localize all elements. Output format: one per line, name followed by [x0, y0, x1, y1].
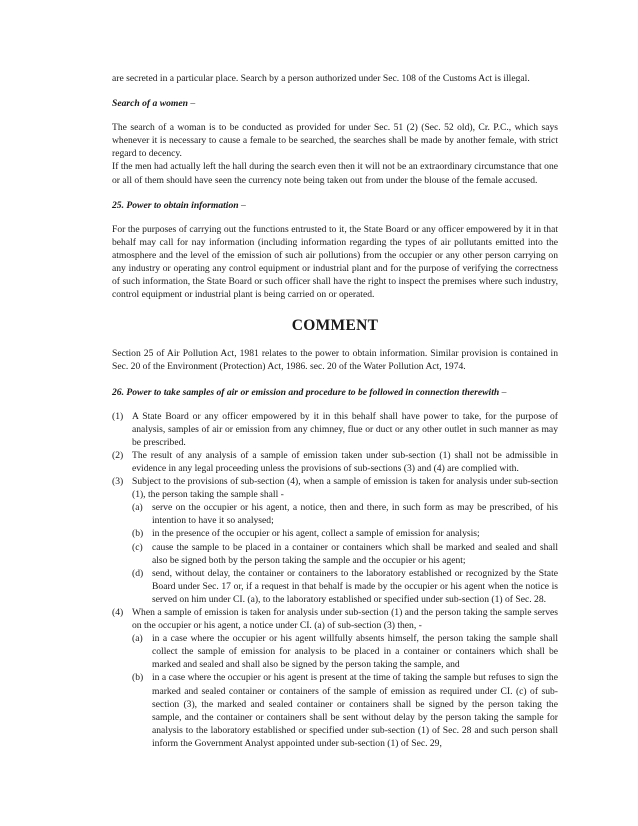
- sub-item-label: (b): [132, 672, 144, 684]
- section-25-heading: [112, 199, 558, 212]
- comment-title: COMMENT: [291, 317, 379, 335]
- item-number: (2): [112, 449, 124, 461]
- sub-item-text: send, without delay, the container or containers to the laboratory established or recognized by the State Board under Sec. 17 or, if a request in that behalf is made by the occupier or his agent when the notice is served on him under CI. (a), to the laboratory established or specified under sub-section (1) of Sec. 28.: [152, 567, 558, 605]
- section-26-heading: [112, 386, 558, 399]
- section-26-heading-text: 26. Power to take samples of air or emission and procedure to be followed in connection therewith: [112, 386, 500, 398]
- sub-item-text: in the presence of the occupier or his agent, collect a sample of emission for analysis;: [152, 528, 480, 540]
- section-26-heading-dash: –: [499, 386, 507, 398]
- sub-item-text: serve on the occupier or his agent, a notice, then and there, in such form as may be prescribed, of his intention to have it so analysed;: [152, 502, 558, 527]
- sub-item: [132, 632, 558, 671]
- item-number: (4): [112, 607, 124, 618]
- sub-item-label: (c): [132, 541, 143, 553]
- sub-item-text: in a case where the occupier or his agent is present at the time of taking the sample but refuses to sign the marked and sealed container or containers of the sample of emission as required under CI. (c) of sub-section (3), the marked and sealed container or containers shall be signed by the person taking the sample, and the container or containers shall be sent without delay by the person taking the sample for analysis to the laboratory established or specified under sub-section (1) of Sec. 28 and such person shall inform the Government Analyst appointed under sub-section (1) of Sec. 29,: [152, 672, 558, 749]
- sub-item-text: cause the sample to be placed in a container or containers which shall be marked and sealed and shall also be signed both by the person taking the sample and the occupier or his agent;: [152, 541, 558, 566]
- item-text: When a sample of emission is taken for analysis under sub-section (1) and the person taking the sample serves on the occupier or his agent, a notice under CI. (a) of sub-section (3) then, -: [132, 607, 558, 632]
- sub-item-text: in a case where the occupier or his agent willfully absents himself, the person taking the sample shall collect the sample of emission for analysis to be placed in a container or containers which shall be marked and sealed and shall also be signed by the person taking the sample, and: [152, 633, 558, 671]
- item-number: (1): [112, 410, 124, 422]
- sub-item: [132, 527, 558, 540]
- search-woman-heading: [112, 97, 558, 110]
- search-woman-heading-text: Search of a women: [112, 98, 188, 110]
- list-item: [112, 606, 558, 632]
- search-woman-paragraph-1: The search of a woman is to be conducted as provided for under Sec. 51 (2) (Sec. 52 old), Cr. P.C., which says whenever it is necessary to cause a female to be searched, the searches shall be made by another female, with strict regard to decency.: [112, 122, 558, 160]
- sub-item-label: (a): [132, 633, 143, 645]
- section-25-paragraph: For the purposes of carrying out the functions entrusted to it, the State Board or any officer empowered by it in that behalf may call for nay information (including information regarding the types of air pollutants emitted into the atmosphere and the level of the emission of such air pollutions) from the occupier or any other person carrying on any industry or operating any control equipment or industrial plant and for the purpose of verifying the correctness of such information, the State Board or such officer shall have the right to inspect the premises where such industry, control equipment or industrial plant is being carried on or operated.: [112, 223, 558, 301]
- list-item: [112, 449, 558, 475]
- list-item: [112, 410, 558, 449]
- sub-item: [132, 567, 558, 606]
- section-26-list: [112, 410, 558, 750]
- item-text: A State Board or any officer empowered by it in this behalf shall have power to take, for the purpose of analysis, samples of air or emission from any chimney, flue or duct or any other outlet in such manner as may be prescribed.: [132, 410, 558, 448]
- section-25-heading-dash: –: [238, 199, 246, 211]
- search-woman-heading-dash: –: [187, 98, 196, 110]
- sub-item: [132, 541, 558, 567]
- search-woman-paragraph-2: If the men had actually left the hall during the search even then it will not be an extraordinary circumstance that one or all of them should have seen the currency note being taken out from under the blouse of the female accused.: [112, 161, 558, 186]
- sub-item: [132, 671, 558, 750]
- item-text: The result of any analysis of a sample of emission taken under sub-section (1) shall not be admissible in evidence in any legal proceeding unless the provisions of sub-sections (3) and (4) are complied with.: [132, 449, 558, 474]
- comment-paragraph: Section 25 of Air Pollution Act, 1981 relates to the power to obtain information. Similar provision is contained in Sec. 20 of the Environment (Protection) Act, 1986. sec. 20 of the Water Pollution Act, 1974.: [112, 348, 558, 373]
- sub-item-label: (a): [132, 502, 143, 514]
- item-text: Subject to the provisions of sub-section (4), when a sample of emission is taken for analysis under sub-section (1), the person taking the sample shall -: [132, 476, 558, 501]
- sub-item-label: (b): [132, 528, 144, 540]
- item-number: (3): [112, 476, 124, 488]
- section-25-heading-text: 25. Power to obtain information: [112, 199, 239, 211]
- sub-item: [132, 501, 558, 527]
- list-item: [112, 475, 558, 501]
- sub-item-label: (d): [132, 567, 144, 579]
- intro-paragraph: are secreted in a particular place. Search by a person authorized under Sec. 108 of the Customs Act is illegal.: [112, 73, 530, 84]
